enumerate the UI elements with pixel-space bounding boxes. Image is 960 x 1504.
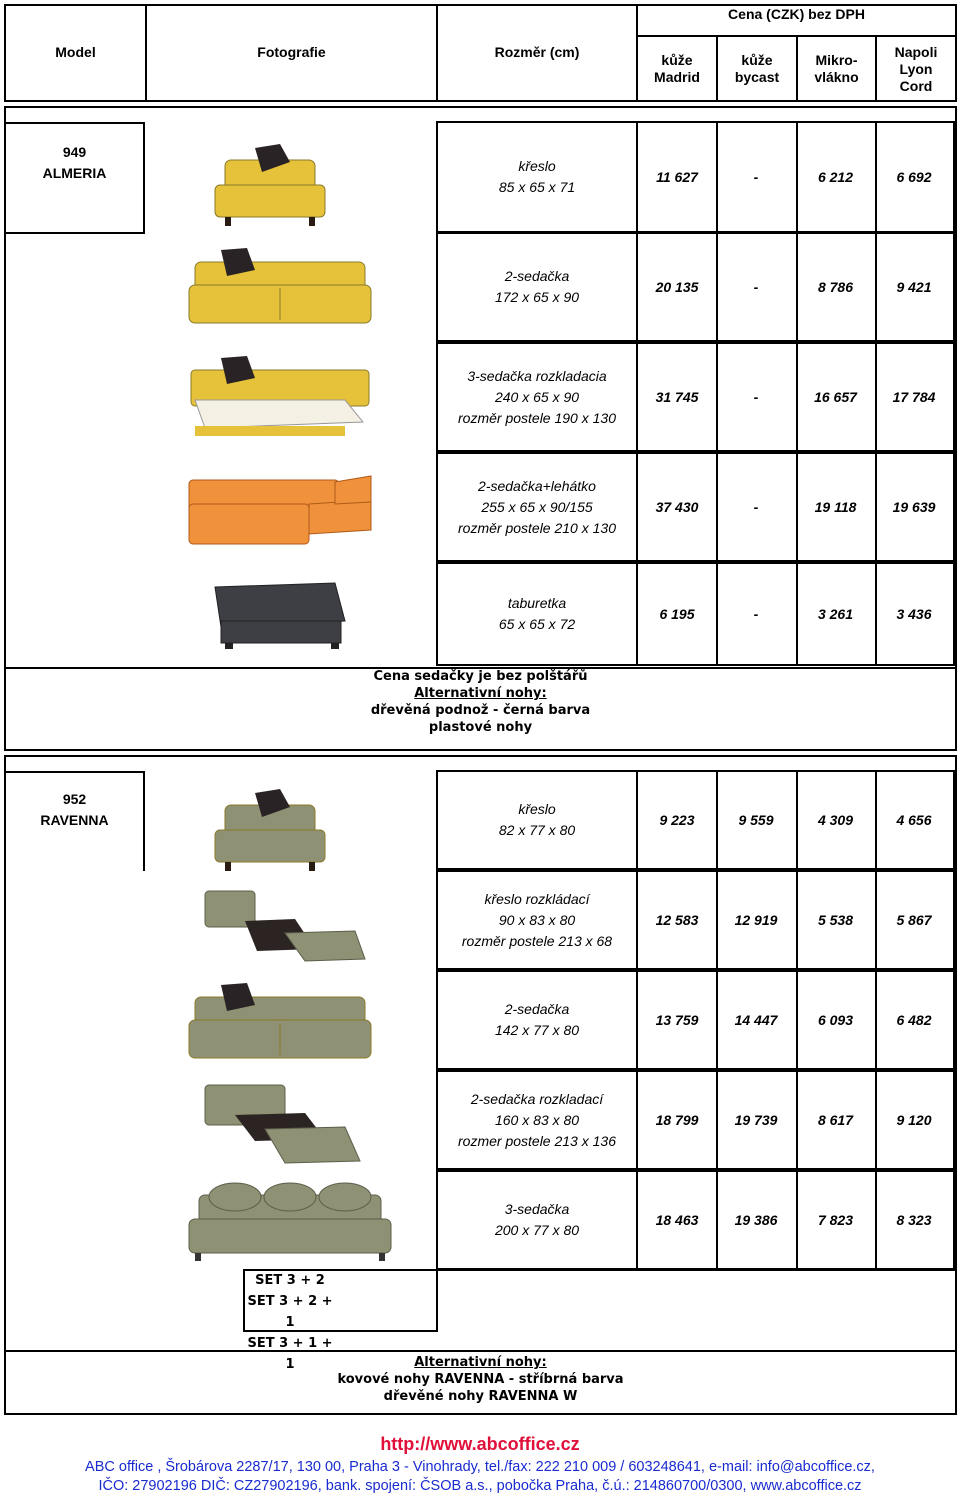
- armchair-photo: [185, 130, 395, 226]
- price-leather-madrid: 12 583: [636, 870, 718, 970]
- price-leather-bycast: 19 739: [716, 1070, 798, 1170]
- column-header-leather-bycast: kůže bycast: [734, 52, 780, 85]
- sofa-bed-photo: [185, 350, 395, 446]
- photo-cell: [145, 122, 438, 234]
- price-leather-bycast: -: [716, 452, 798, 562]
- product-name: 3-sedačka rozkladacia: [467, 367, 607, 384]
- ottoman-photo: [185, 567, 395, 663]
- price-leather-bycast: 19 386: [716, 1170, 798, 1270]
- product-name: křeslo: [518, 158, 556, 174]
- product-dimensions: 65 x 65 x 72: [498, 616, 576, 632]
- size-cell: [436, 121, 638, 233]
- product-name: 2-sedačka: [504, 1001, 570, 1017]
- price-napoli-lyon-cord: 5 867: [875, 870, 955, 970]
- price-napoli-lyon-cord: 19 639: [875, 452, 955, 562]
- price-leather-madrid: 20 135: [636, 232, 718, 342]
- price-microfiber: 4 309: [796, 770, 877, 870]
- model-name: RAVENNA: [40, 812, 109, 828]
- price-leather-bycast: 9 559: [716, 770, 798, 870]
- header-divider: [636, 35, 957, 37]
- photo-cell: [145, 971, 438, 1071]
- photo-cell: [145, 343, 438, 453]
- price-microfiber: 6 212: [796, 121, 877, 233]
- column-header-price-group: Cena (CZK) bez DPH: [728, 5, 865, 22]
- model-number: 949: [62, 144, 87, 160]
- price-napoli-lyon-cord: 4 656: [875, 770, 955, 870]
- bed-dimensions: rozmer postele 213 x 136: [458, 1132, 616, 1149]
- price-microfiber: 7 823: [796, 1170, 877, 1270]
- ravenna-note: [6, 1354, 955, 1408]
- bed-dimensions: rozměr postele 210 x 130: [458, 519, 616, 536]
- model-number: 952: [62, 791, 87, 807]
- product-dimensions: 85 x 65 x 71: [498, 179, 576, 195]
- product-name: 2-sedačka: [504, 268, 570, 284]
- note-line: plastové nohy: [428, 720, 533, 735]
- price-leather-madrid: 37 430: [636, 452, 718, 562]
- sofa-2-seat-photo: [185, 975, 395, 1071]
- price-microfiber: 19 118: [796, 452, 877, 562]
- column-header-model: Model: [55, 43, 96, 60]
- set-item: SET 3 + 2 + 1: [247, 1294, 333, 1330]
- size-cell: [436, 1170, 638, 1270]
- photo-cell: [145, 233, 438, 343]
- corner-sofa-photo: [185, 460, 395, 556]
- price-napoli-lyon-cord: 17 784: [875, 342, 955, 452]
- product-dimensions: 200 x 77 x 80: [494, 1222, 580, 1238]
- price-napoli-lyon-cord: 3 436: [875, 562, 955, 666]
- product-dimensions: 82 x 77 x 80: [498, 822, 576, 838]
- price-leather-bycast: -: [716, 121, 798, 233]
- price-leather-madrid: 31 745: [636, 342, 718, 452]
- product-name: 2-sedačka+lehátko: [478, 477, 596, 494]
- product-name: křeslo rozkládací: [484, 890, 590, 907]
- product-dimensions: 142 x 77 x 80: [494, 1022, 580, 1038]
- price-napoli-lyon-cord: 9 120: [875, 1070, 955, 1170]
- size-cell: [436, 342, 638, 452]
- product-dimensions: 160 x 83 x 80: [494, 1111, 580, 1128]
- size-cell: [436, 562, 638, 666]
- almeria-model-label: [6, 140, 143, 186]
- size-cell: [436, 1070, 638, 1170]
- note-line: dřevěné nohy RAVENNA W: [383, 1389, 578, 1404]
- price-leather-bycast: -: [716, 562, 798, 666]
- price-leather-madrid: 11 627: [636, 121, 718, 233]
- price-microfiber: 8 617: [796, 1070, 877, 1170]
- sofa-2-seat-photo: [185, 240, 395, 336]
- price-leather-bycast: 14 447: [716, 970, 798, 1070]
- price-leather-bycast: 12 919: [716, 870, 798, 970]
- size-cell: [436, 452, 638, 562]
- sofa-3-seat-photo: [185, 1175, 395, 1271]
- product-name: taburetka: [507, 595, 567, 611]
- sets-box-right: [436, 1269, 955, 1332]
- product-dimensions: 172 x 65 x 90: [494, 289, 580, 305]
- size-cell: [436, 870, 638, 970]
- column-header-photo: Fotografie: [257, 43, 326, 60]
- footer-bank: IČO: 27902196 DIČ: CZ27902196, bank. spojení: ČSOB a.s., pobočka Praha, č.ú.: 214860700/0300, www.abcoffice.cz: [98, 1478, 862, 1494]
- photo-cell: [145, 1071, 438, 1171]
- price-leather-bycast: -: [716, 232, 798, 342]
- price-microfiber: 5 538: [796, 870, 877, 970]
- photo-cell: [145, 771, 438, 871]
- note-alt-legs-title: Alternativní nohy:: [414, 686, 547, 701]
- note-line: dřevěná podnož - černá barva: [370, 703, 591, 718]
- product-dimensions: 255 x 65 x 90/155: [481, 498, 593, 515]
- price-napoli-lyon-cord: 6 692: [875, 121, 955, 233]
- model-name: ALMERIA: [42, 165, 107, 181]
- size-cell: [436, 770, 638, 870]
- set-item: SET 3 + 1 + 1: [247, 1336, 333, 1372]
- price-leather-madrid: 13 759: [636, 970, 718, 1070]
- almeria-note: [6, 668, 955, 740]
- product-name: 3-sedačka: [504, 1201, 570, 1217]
- price-microfiber: 6 093: [796, 970, 877, 1070]
- price-microfiber: 8 786: [796, 232, 877, 342]
- photo-cell: [145, 563, 438, 667]
- product-dimensions: 240 x 65 x 90: [494, 388, 580, 405]
- bed-dimensions: rozměr postele 190 x 130: [458, 409, 616, 426]
- folding-armchair-photo: [185, 875, 395, 971]
- price-microfiber: 16 657: [796, 342, 877, 452]
- product-name: křeslo: [518, 801, 556, 817]
- product-name: 2-sedačka rozkladací: [470, 1090, 604, 1107]
- note-cushions: Cena sedačky je bez polštářů: [373, 669, 588, 684]
- note-line: kovové nohy RAVENNA - stříbrná barva: [337, 1372, 624, 1387]
- price-microfiber: 3 261: [796, 562, 877, 666]
- size-cell: [436, 232, 638, 342]
- price-napoli-lyon-cord: 6 482: [875, 970, 955, 1070]
- price-napoli-lyon-cord: 8 323: [875, 1170, 955, 1270]
- folding-sofa-photo: [185, 1075, 395, 1171]
- ravenna-model-cell: [6, 771, 145, 871]
- note-alt-legs-title: Alternativní nohy:: [414, 1355, 547, 1370]
- column-header-napoli-lyon-cord: Napoli Lyon Cord: [894, 43, 938, 94]
- product-dimensions: 90 x 83 x 80: [498, 911, 576, 928]
- footer-url[interactable]: http://www.abcoffice.cz: [380, 1434, 580, 1454]
- price-leather-madrid: 18 463: [636, 1170, 718, 1270]
- column-header-size: Rozměr (cm): [494, 43, 580, 60]
- price-napoli-lyon-cord: 9 421: [875, 232, 955, 342]
- set-item: SET 3 + 2: [255, 1273, 325, 1288]
- price-leather-bycast: -: [716, 342, 798, 452]
- armchair-photo: [185, 775, 395, 871]
- photo-cell: [145, 1171, 438, 1271]
- price-leather-madrid: 6 195: [636, 562, 718, 666]
- column-header-leather-madrid: kůže Madrid: [654, 52, 700, 85]
- photo-cell: [145, 871, 438, 971]
- bed-dimensions: rozměr postele 213 x 68: [461, 932, 613, 949]
- photo-cell: [145, 453, 438, 563]
- price-leather-madrid: 9 223: [636, 770, 718, 870]
- column-header-microfiber: Mikro- vlákno: [814, 52, 859, 85]
- price-leather-madrid: 18 799: [636, 1070, 718, 1170]
- footer-address: ABC office , Šrobárova 2287/17, 130 00, Praha 3 - Vinohrady, tel./fax: 222 210 009 / 603248641, e-mail: info@abcoffice.cz,: [85, 1459, 875, 1475]
- size-cell: [436, 970, 638, 1070]
